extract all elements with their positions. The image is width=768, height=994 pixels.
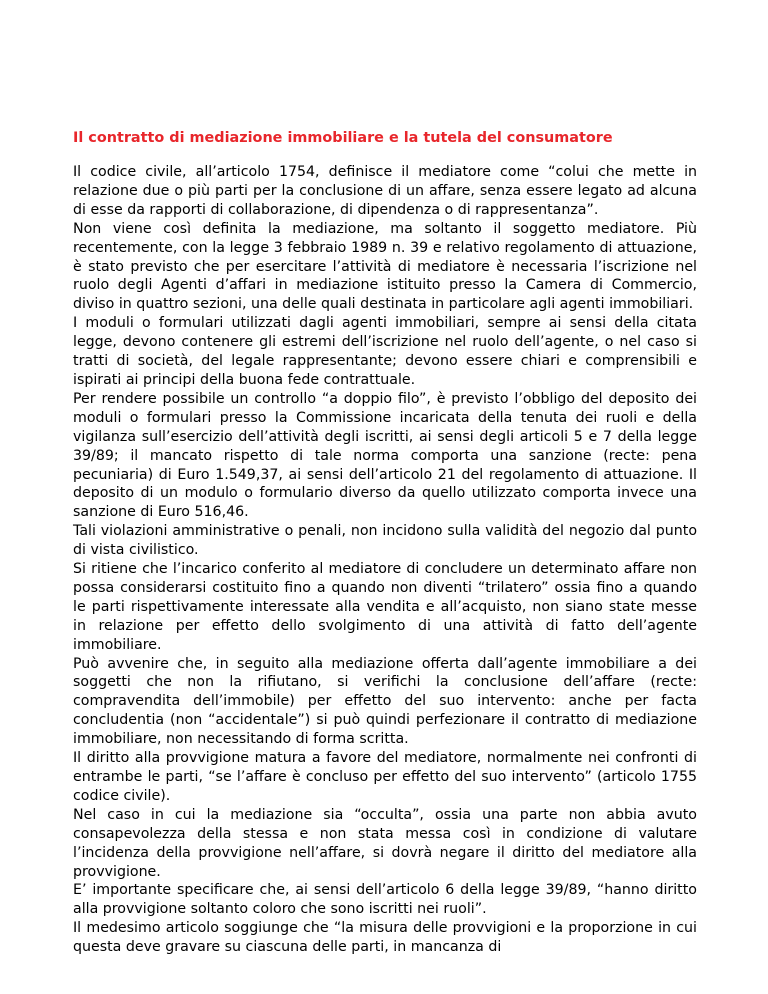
paragraph: Nel caso in cui la mediazione sia “occulta”, ossia una parte non abbia avuto consapevolezza della stessa e non stata messa così in condizione di valutare l’incidenza della provvigione nell’affare, si dovrà negare il diritto del mediatore alla provvigione. [73,806,697,880]
paragraph: I moduli o formulari utilizzati dagli agenti immobiliari, sempre ai sensi della citata legge, devono contenere gli estremi dell’iscrizione nel ruolo dell’agente, o nel caso si tratti di società, del legale rappresentante; devono essere chiari e comprensibili e ispirati ai principi della buona fede contrattuale. [73,315,697,388]
paragraph: Non viene così definita la mediazione, ma soltanto il soggetto mediatore. Più recentemente, con la legge 3 febbraio 1989 n. 39 e relativo regolamento di attuazione, è stato previsto che per esercitare l’attività di mediatore è necessaria l’iscrizione nel ruolo degli Agenti d’affari in mediazione istituito presso la Camera di Commercio, diviso in quattro sezioni, una delle quali destinata in particolare agli agenti immobiliari. [73,220,697,313]
document-title: Il contratto di mediazione immobiliare e la tutela del consumatore [73,130,613,146]
paragraph: E’ importante specificare che, ai sensi dell’articolo 6 della legge 39/89, “hanno diritto alla provvigione soltanto coloro che sono iscritti nei ruoli”. [73,882,697,918]
document-body [73,163,697,957]
paragraph: Il codice civile, all’articolo 1754, definisce il mediatore come “colui che mette in relazione due o più parti per la conclusione di un affare, senza essere legato ad alcuna di esse da rapporti di collaborazione, di dipendenza o di rappresentanza”. [73,164,697,218]
paragraph: Il medesimo articolo soggiunge che “la misura delle provvigioni e la proporzione in cui questa deve gravare su ciascuna delle parti, in mancanza di [73,920,697,956]
paragraph: Tali violazioni amministrative o penali, non incidono sulla validità del negozio dal punto di vista civilistico. [73,523,697,559]
document-page [73,128,697,957]
paragraph: Il diritto alla provvigione matura a favore del mediatore, normalmente nei confronti di entrambe le parti, “se l’affare è concluso per effetto del suo intervento” (articolo 1755 codice civile). [73,750,697,804]
paragraph: Per rendere possibile un controllo “a doppio filo”, è previsto l’obbligo del deposito dei moduli o formulari presso la Commissione incaricata della tenuta dei ruoli e della vigilanza sull’esercizio dell’attività degli iscritti, ai sensi degli articoli 5 e 7 della legge 39/89; il mancato rispetto di tale norma comporta una sanzione (recte: pena pecuniaria) di Euro 1.549,37, ai sensi dell’articolo 21 del regolamento di attuazione. Il deposito di un modulo o formulario diverso da quello utilizzato comporta invece una sanzione di Euro 516,46. [73,390,697,521]
paragraph: Si ritiene che l’incarico conferito al mediatore di concludere un determinato affare non possa considerarsi costituito fino a quando non diventi “trilatero” ossia fino a quando le parti rispettivamente interessate alla vendita e all’acquisto, non siano state messe in relazione per effetto dello svolgimento di una attività di fatto dell’agente immobiliare. [73,561,697,653]
paragraph: Può avvenire che, in seguito alla mediazione offerta dall’agente immobiliare a dei soggetti che non la rifiutano, si verifichi la conclusione dell’affare (recte: compravendita dell’immobile) per effetto del suo intervento: anche per facta concludentia (non “accidentale”) si può quindi perfezionare il contratto di mediazione immobiliare, non necessitando di forma scritta. [73,655,697,748]
